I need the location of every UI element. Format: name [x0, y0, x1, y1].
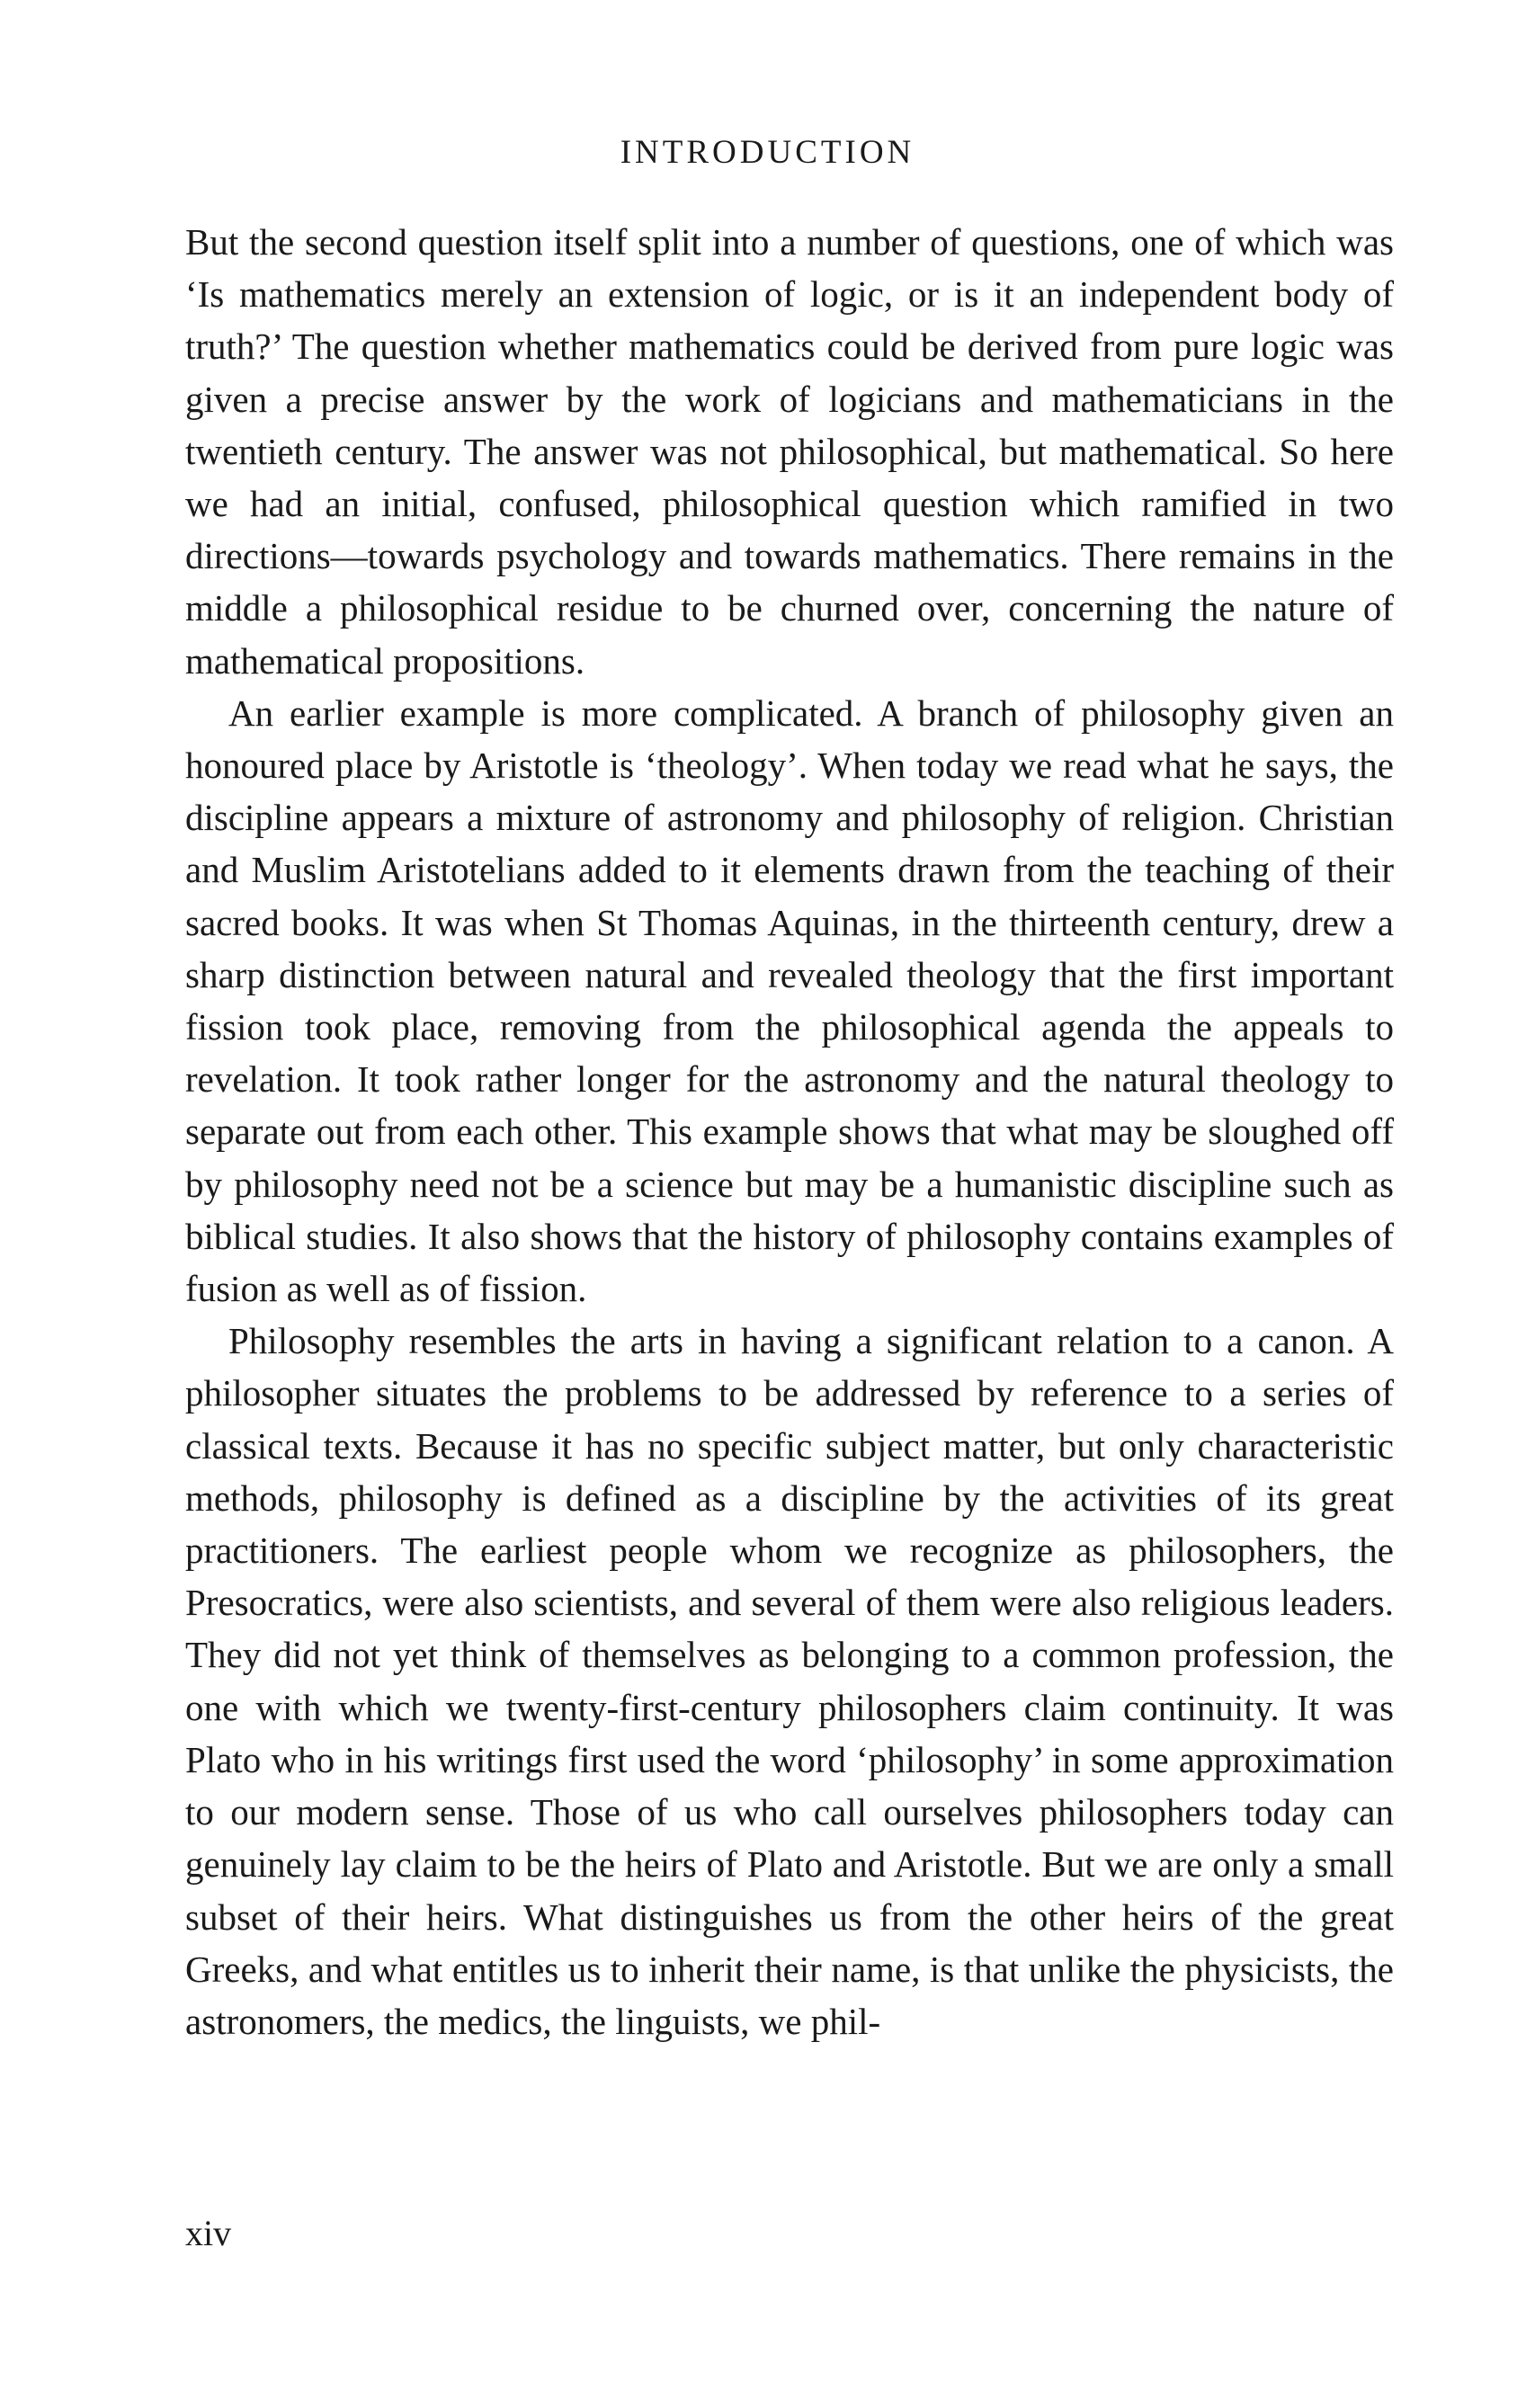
paragraph-1: But the second question itself split into a number of questions, one of which was ‘Is mathematics merely an extension of logic, or is it an independent body of truth?’ The question whether mathematics could be derived from pure logic was given a precise answer by the work of logicians and mathematicians in the twentieth century. The answer was not philosophical, but mathematical. So here we had an initial, confused, philosophical question which ramified in two directions—towards psychology and towards mathematics. There remains in the middle a philosophical residue to be churned over, concerning the nature of mathematical propositions. — [185, 221, 1394, 682]
paragraph-2: An earlier example is more complicated. A branch of philosophy given an honoured place by Aristotle is ‘theology’. When today we read what he says, the discipline appears a mixture of astronomy and philosophy of religion. Christian and Muslim Aristotelians added to it elements drawn from the teaching of their sacred books. It was when St Thomas Aquinas, in the thirteenth century, drew a sharp distinction between natural and revealed theology that the first important fission took place, removing from the philosophical agenda the appeals to revelation. It took rather longer for the astronomy and the natural theology to separate out from each other. This example shows that what may be sloughed off by philosophy need not be a science but may be a humanistic discipline such as biblical studies. It also shows that the history of philosophy contains examples of fusion as well as of fission. — [185, 691, 1394, 1310]
running-head: INTRODUCTION — [620, 134, 915, 171]
page-number: xiv — [185, 2213, 232, 2253]
paragraph-3: Philosophy resembles the arts in having a significant relation to a canon. A philosopher situates the problems to be addressed by reference to a series of classical texts. Because it has no specific subject matter, but only characteristic methods, philosophy is defined as a discipline by the activities of its great practitioners. The earliest people whom we recognize as philosophers, the Presocratics, were also scientists, and several of them were also religious leaders. They did not yet think of themselves as belonging to a common profession, the one with which we twenty-first-century philosophers claim continuity. It was Plato who in his writings first used the word ‘philosophy’ in some approximation to our modern sense. Those of us who call ourselves philosophers today can genuinely lay claim to be the heirs of Plato and Aristotle. But we are only a small subset of their heirs. What distinguishes us from the other heirs of the great Greeks, and what entitles us to inherit their name, is that unlike the physicists, the astronomers, the medics, the linguists, we phil- — [185, 1320, 1394, 2042]
body-text — [185, 216, 1394, 2047]
